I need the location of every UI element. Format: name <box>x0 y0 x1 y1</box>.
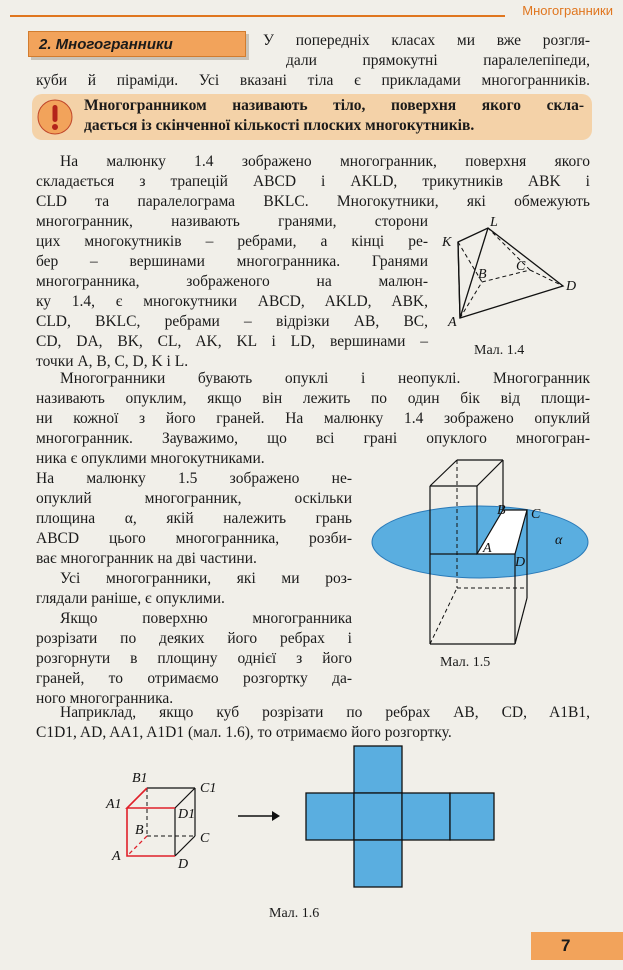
para3-line-4: ABCD цього многогранника, розби- <box>36 530 352 547</box>
header-rule <box>10 15 505 17</box>
fig15-hidden-edge <box>430 588 457 644</box>
fig15-label-alpha: α <box>555 533 563 548</box>
para1-line-8: ку 1.4, є многокутники ABCD, AKLD, ABK, <box>36 293 428 310</box>
running-header <box>0 0 623 22</box>
definition-line-1: Многогранником називають тіло, поверхня якого скла- <box>84 97 584 114</box>
definition-text <box>84 96 584 137</box>
fig15-edge <box>515 598 527 644</box>
figure-1-6-net <box>304 745 496 890</box>
net-square-bottom <box>354 840 402 887</box>
arrow-icon <box>236 809 280 823</box>
para5-line-1: Якщо поверхню многогранника <box>60 610 352 627</box>
para1-line-2: складається з трапецій ABCD і AKLD, трикутників ABK і <box>36 173 590 190</box>
running-title: Многогранники <box>522 3 613 18</box>
para1-line-6: бер – вершинами многогранника. Гранями <box>36 253 428 270</box>
fig16-label-b: B <box>135 823 144 838</box>
para1-line-9: CLD, BKLC, ребрами – відрізки AB, BC, <box>36 313 428 330</box>
fig16-label-d: D <box>178 857 189 872</box>
para2-line-4: многогранник. Зауважимо, що всі грані опуклого многогран- <box>36 430 590 447</box>
fig16-edge <box>175 836 195 856</box>
para1-line-1: На малюнку 1.4 зображено многогранник, поверхня якого <box>60 153 590 170</box>
para3-line-5: ває многогранник на дві частини. <box>36 550 257 567</box>
para5-line-4: граней, то отримаємо розгортку да- <box>36 670 352 687</box>
fig16-label-d1: D1 <box>178 807 196 822</box>
fig16-label-b1: B1 <box>132 771 148 786</box>
fig16-label-a: A <box>112 849 121 864</box>
page-number: 7 <box>531 932 623 960</box>
para6-line-2: C1D1, AD, AA1, A1D1 (мал. 1.6), то отримаємо його розгортку. <box>36 724 452 741</box>
net-square-right <box>402 793 450 840</box>
fig16-label-a1: A1 <box>106 797 122 812</box>
fig14-label-c: C <box>516 259 526 274</box>
section-title: 2. Многогранники <box>28 31 246 57</box>
para1-line-10: CD, DA, BK, CL, AK, KL і LD, вершинами – <box>36 333 428 350</box>
fig14-caption: Мал. 1.4 <box>474 343 525 358</box>
para4-line-1: Усі многогранники, які ми роз- <box>60 570 352 587</box>
para1-line-11: точки A, B, C, D, K і L. <box>36 353 189 370</box>
fig16-label-c1: C1 <box>200 781 217 796</box>
net-square-center <box>354 793 402 840</box>
fig16-caption: Мал. 1.6 <box>269 906 320 921</box>
figure-1-5 <box>365 448 595 653</box>
fig15-edge <box>430 460 457 486</box>
fig14-label-d: D <box>566 279 577 294</box>
exclamation-icon <box>36 98 74 136</box>
fig14-edge-cd <box>530 270 563 286</box>
para5-line-5: ного многогранника. <box>36 690 174 707</box>
intro-line-3: куби й піраміди. Усі вказані тіла є прикладами многогранників. <box>36 72 590 89</box>
para1-line-7: многогранника, зображеного на малюн- <box>36 273 428 290</box>
para2-line-3: ни кожної з його граней. На малюнку 1.4 зображено опуклий <box>36 410 590 427</box>
para3-line-3: площина α, якій належить грань <box>36 510 352 527</box>
fig14-edge-kb <box>458 242 460 318</box>
para5-line-2: розрізати по деяких його ребрах і <box>36 630 352 647</box>
net-square-left <box>306 793 354 840</box>
para2-line-2: називають опуклим, якщо він лежить по один бік від площи- <box>36 390 590 407</box>
para3-line-2: опуклий многогранник, оскільки <box>36 490 352 507</box>
para2-line-1: Многогранники бувають опуклі і неопуклі. Многогранник <box>60 370 590 387</box>
para1-line-4: многогранник, називають гранями, сторони <box>36 213 428 230</box>
fig14-label-a: A <box>448 315 457 330</box>
fig15-label-b: B <box>497 503 506 518</box>
figure-1-4 <box>430 212 590 342</box>
para5-line-3: розгорнути в площину однієї з його <box>36 650 352 667</box>
para2-line-5: ника є опуклими многокутниками. <box>36 450 265 467</box>
fig15-label-d: D <box>515 555 526 570</box>
intro-line-1: У попередніх класах ми вже розгля- <box>263 32 590 49</box>
fig15-label-c: C <box>531 507 541 522</box>
fig14-label-k: K <box>442 235 452 250</box>
fig14-label-b: B <box>478 267 487 282</box>
para1-line-3: CLD та паралелограма BKLC. Многокутники, які обмежують <box>36 193 590 210</box>
figure-1-6-cube <box>100 770 240 870</box>
fig16-cut-edges-top <box>127 788 175 808</box>
fig15-caption: Мал. 1.5 <box>440 655 491 670</box>
fig15-label-a: A <box>483 541 492 556</box>
fig16-label-c: C <box>200 831 210 846</box>
net-square-far-right <box>450 793 494 840</box>
intro-line-2: дали прямокутні паралелепіпеди, <box>286 52 590 69</box>
para1-line-5: цих многокутників – ребрами, а кінці ре- <box>36 233 428 250</box>
para6-line-1: Наприклад, якщо куб розрізати по ребрах AB, CD, A1B1, <box>60 704 590 721</box>
fig16-edge <box>175 788 195 808</box>
fig16-cut-edge-ab <box>127 836 147 856</box>
fig14-label-l: L <box>490 215 498 230</box>
para3-line-1: На малюнку 1.5 зображено не- <box>36 470 352 487</box>
definition-line-2: дається із скінченної кількості плоских многокутників. <box>84 117 475 135</box>
net-square-top <box>354 746 402 793</box>
para4-line-2: глядали раніше, є опуклими. <box>36 590 225 607</box>
